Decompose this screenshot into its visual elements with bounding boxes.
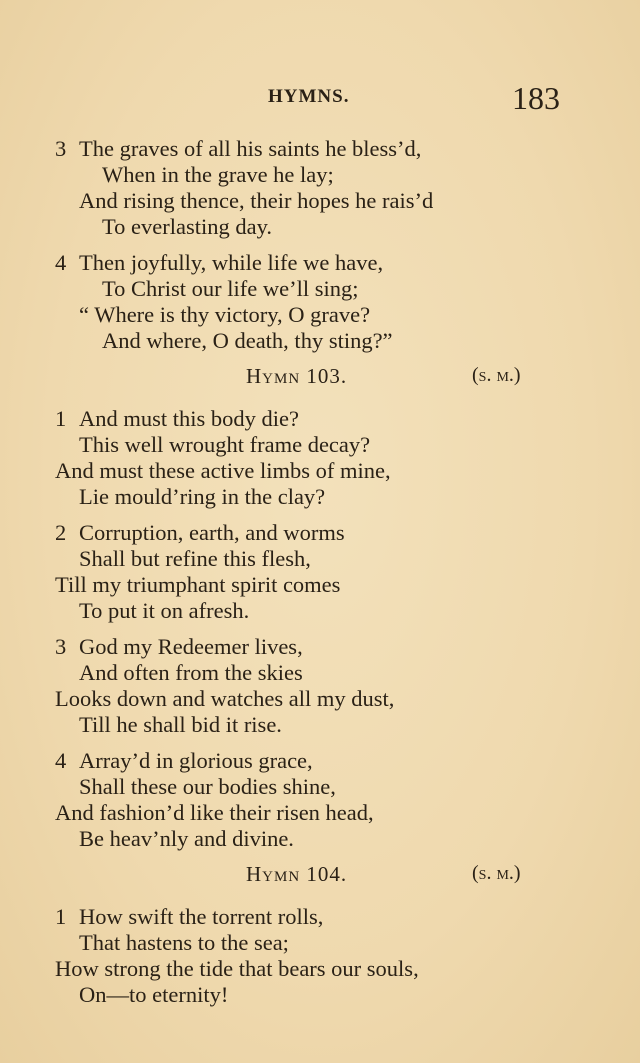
verse-line: And where, O death, thy sting?” [102,328,393,353]
verse-line: Shall but refine this flesh, [79,546,311,571]
stanza-number: 3 [55,136,67,161]
verse-line: And often from the skies [79,660,303,685]
stanza [0,904,640,1008]
running-title: HYMNS. [268,86,350,107]
verse-line: On—to eternity! [79,982,229,1007]
verse-line: Looks down and watches all my dust, [55,686,395,711]
page-content [0,136,640,1018]
hymn-104 [0,862,640,1008]
stanza-number: 1 [55,904,67,929]
hymn-meter: (s. m.) [472,364,521,386]
verse-line: To everlasting day. [102,214,273,239]
stanza [0,250,640,354]
stanza-number: 1 [55,406,67,431]
verse-line: Shall these our bodies shine, [79,774,336,799]
verse-line: The graves of all his saints he bless’d, [79,136,422,161]
stanza [0,520,640,624]
stanza-number: 2 [55,520,67,545]
stanza [0,406,640,510]
hymn-102-continuation [0,136,640,354]
verse-line: To put it on afresh. [79,598,250,623]
verse-line: And fashion’d like their risen head, [55,800,374,825]
page-number: 183 [512,80,560,116]
hymn-title: Hymn 103. [246,364,348,388]
stanza [0,136,640,240]
verse-line: Array’d in glorious grace, [79,748,313,773]
verse-line: That hastens to the sea; [79,930,289,955]
verse-line: To Christ our life we’ll sing; [102,276,359,301]
stanza [0,634,640,738]
stanza-number: 3 [55,634,67,659]
verse-line: This well wrought frame decay? [79,432,371,457]
stanza-number: 4 [55,748,67,773]
verse-line: Lie mould’ring in the clay? [79,484,326,509]
verse-line: And must these active limbs of mine, [55,458,391,483]
verse-line: Be heav’nly and divine. [79,826,294,851]
verse-line: Corruption, earth, and worms [79,520,345,545]
verse-line: And rising thence, their hopes he rais’d [79,188,434,213]
hymn-heading [0,862,640,894]
stanza [0,748,640,852]
stanza-number: 4 [55,250,67,275]
verse-line: God my Redeemer lives, [79,634,303,659]
verse-line: And must this body die? [79,406,299,431]
verse-line: “ Where is thy victory, O grave? [79,302,371,327]
hymn-heading [0,364,640,396]
verse-line: Till my triumphant spirit comes [55,572,341,597]
hymn-title: Hymn 104. [246,862,348,886]
verse-line: Till he shall bid it rise. [79,712,282,737]
verse-line: How strong the tide that bears our souls, [55,956,419,981]
verse-line: When in the grave he lay; [102,162,334,187]
hymn-meter: (s. m.) [472,862,521,884]
verse-line: Then joyfully, while life we have, [79,250,384,275]
verse-line: How swift the torrent rolls, [79,904,324,929]
hymn-103 [0,364,640,852]
